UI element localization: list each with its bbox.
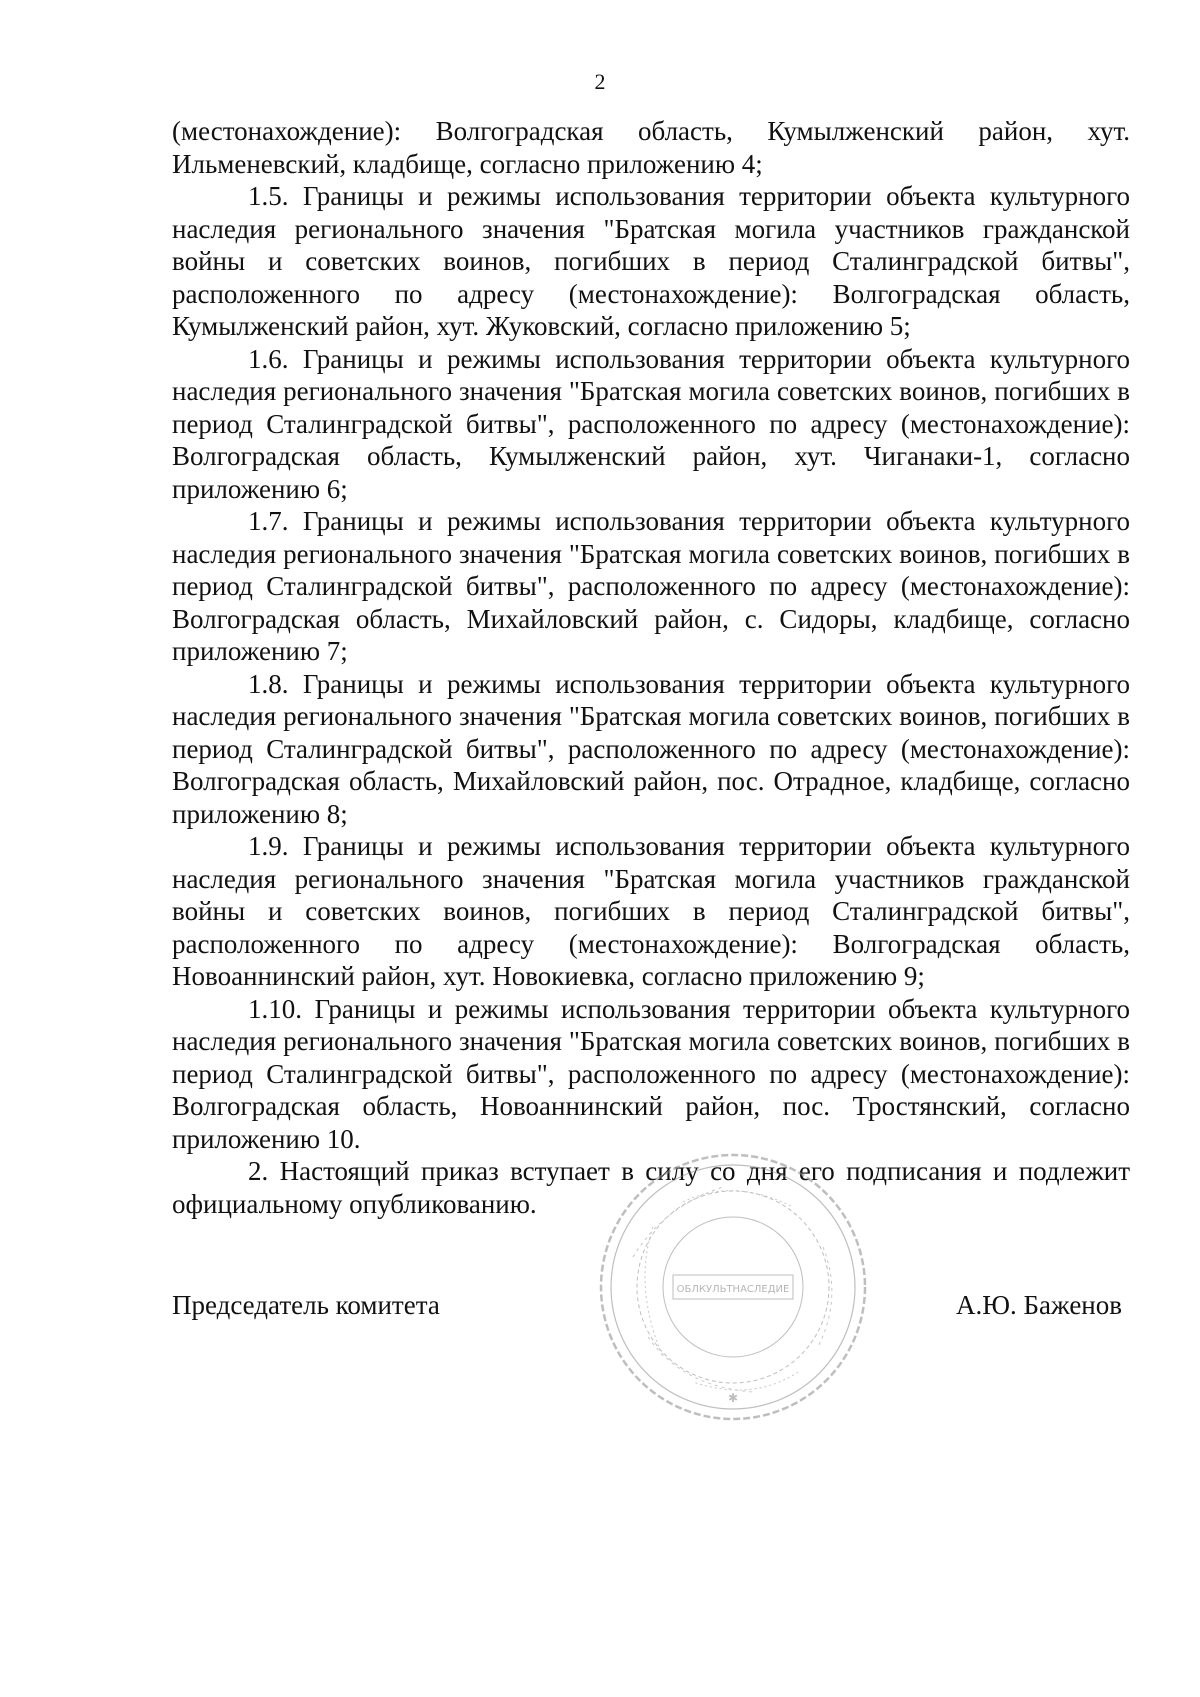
paragraph-1-4-continuation: (местонахождение): Волгоградская область, Кумылженский район, хут. Ильменевский, кладбище, согласно приложению 4; — [172, 116, 1130, 179]
page-number: 2 — [594, 69, 606, 94]
paragraph-1-9: 1.9. Границы и режимы использования территории объекта культурного наследия регионального значения "Братская могила участников гражданской войны и советских воинов, погибших в период Сталинградской битвы", расположенного по адресу (местонахождение): Волгоградская область, Новоаннинский район, хут. Новокиевка, согласно приложению 9; — [172, 831, 1130, 991]
paragraph-1-7: 1.7. Границы и режимы использования территории объекта культурного наследия регионального значения "Братская могила советских воинов, погибших в период Сталинградской битвы", расположенного по адресу (местонахождение): Волгоградская область, Михайловский район, с. Сидоры, кладбище, согласно приложению 7; — [172, 506, 1130, 666]
document-body — [172, 115, 1130, 1220]
official-seal — [593, 1147, 873, 1427]
paragraph-1-6: 1.6. Границы и режимы использования территории объекта культурного наследия регионального значения "Братская могила советских воинов, погибших в период Сталинградской битвы", расположенного по адресу (местонахождение): Волгоградская область, Кумылженский район, хут. Чиганаки-1, согласно приложению 6; — [172, 343, 1130, 504]
paragraph-1-10: 1.10. Границы и режимы использования территории объекта культурного наследия регионального значения "Братская могила советских воинов, погибших в период Сталинградской битвы", расположенного по адресу (местонахождение): Волгоградская область, Новоаннинский район, пос. Тростянский, согласно приложению 10. — [172, 993, 1130, 1154]
seal-center-text: ОБЛКУЛЬТНАСЛЕДИЕ — [676, 1284, 790, 1295]
svg-text:✱: ✱ — [727, 1391, 739, 1405]
signer-position: Председатель комитета — [172, 1290, 440, 1320]
paragraph-2: 2. Настоящий приказ вступает в силу со дня его подписания и подлежит официальному опубликованию. — [172, 1156, 1130, 1219]
signer-name: А.Ю. Баженов — [956, 1290, 1122, 1320]
paragraph-1-8: 1.8. Границы и режимы использования территории объекта культурного наследия регионального значения "Братская могила советских воинов, погибших в период Сталинградской битвы", расположенного по адресу (местонахождение): Волгоградская область, Михайловский район, пос. Отрадное, кладбище, согласно приложению 8; — [172, 668, 1130, 829]
paragraph-1-5: 1.5. Границы и режимы использования территории объекта культурного наследия регионального значения "Братская могила участников гражданской войны и советских воинов, погибших в период Сталинградской битвы", расположенного по адресу (местонахождение): Волгоградская область, Кумылженский район, хут. Жуковский, согласно приложению 5; — [172, 181, 1130, 341]
